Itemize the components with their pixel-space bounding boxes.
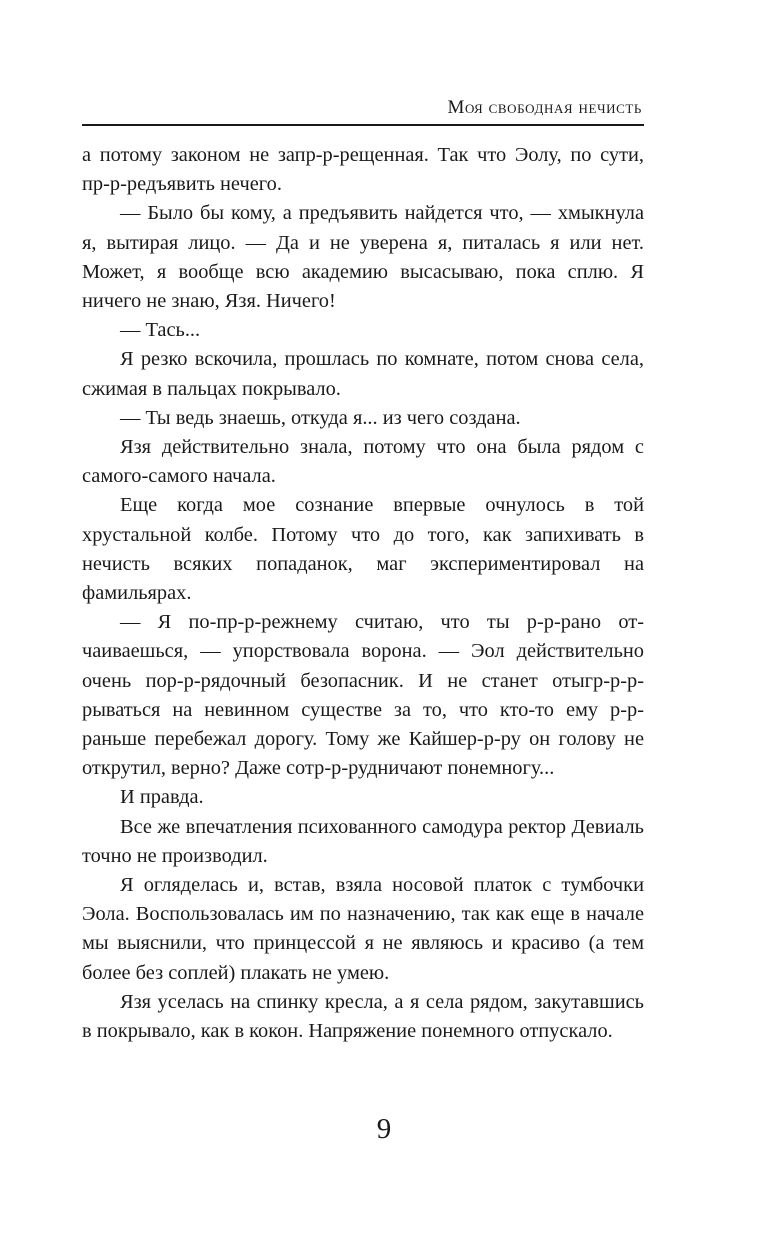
paragraph: — Было бы кому, а предъявить найдется что, — хмыкнула я, вытирая лицо. — Да и не уверена я, питалась я или нет. Может, я вообще всю академию высасываю, пока сплю. Я ничего не знаю, Язя. Ничего!: [82, 202, 644, 313]
page-body: [82, 141, 644, 1046]
page-number: 9: [376, 1113, 392, 1145]
paragraph: — Я по-пр-р-режнему считаю, что ты р-р-рано отчаиваешься, — упорствовала ворона. — Эол действительно очень пор-р-рядочный безопасник. И не станет отыгр-р-р-рываться на невинном существе за то, что кто-то ему р-р-раньше перебежал дорогу. Тому же Кайшер-р-ру он голову не открутил, верно? Даже сотр-р-рудничают понемногу...: [82, 611, 644, 780]
header-rule: [82, 124, 644, 126]
running-head: Моя свободная нечисть: [447, 97, 642, 118]
paragraph: Я резко вскочила, прошлась по комнате, потом снова села, сжимая в пальцах покрывало.: [82, 348, 644, 400]
paragraph: Еще когда мое сознание впервые очнулось в той хрустальной колбе. Потому что до того, как запихивать в нечисть всяких попаданок, маг экспериментировал на фамильярах.: [82, 494, 644, 605]
paragraph: а потому законом не запр-р-рещенная. Так что Эолу, по сути, пр-р-редъявить нечего.: [82, 144, 644, 196]
paragraph: Язя действительно знала, потому что она была рядом с самого-самого начала.: [82, 436, 644, 488]
paragraph: Все же впечатления психованного самодура ректор Девиаль точно не производил.: [82, 815, 644, 867]
paragraph: — Ты ведь знаешь, откуда я... из чего создана.: [120, 406, 521, 429]
paragraph: Я огляделась и, встав, взяла носовой платок с тумбочки Эола. Воспользовалась им по назначению, так как еще в начале мы выяснили, что принцессой я не являюсь и красиво (а тем более без соплей) плакать не умею.: [82, 874, 644, 984]
paragraph: И правда.: [120, 786, 204, 809]
paragraph: Язя уселась на спинку кресла, а я села рядом, закутавшись в покрывало, как в кокон. Напряжение понемного отпускало.: [82, 990, 644, 1043]
paragraph: — Тась...: [120, 319, 201, 342]
